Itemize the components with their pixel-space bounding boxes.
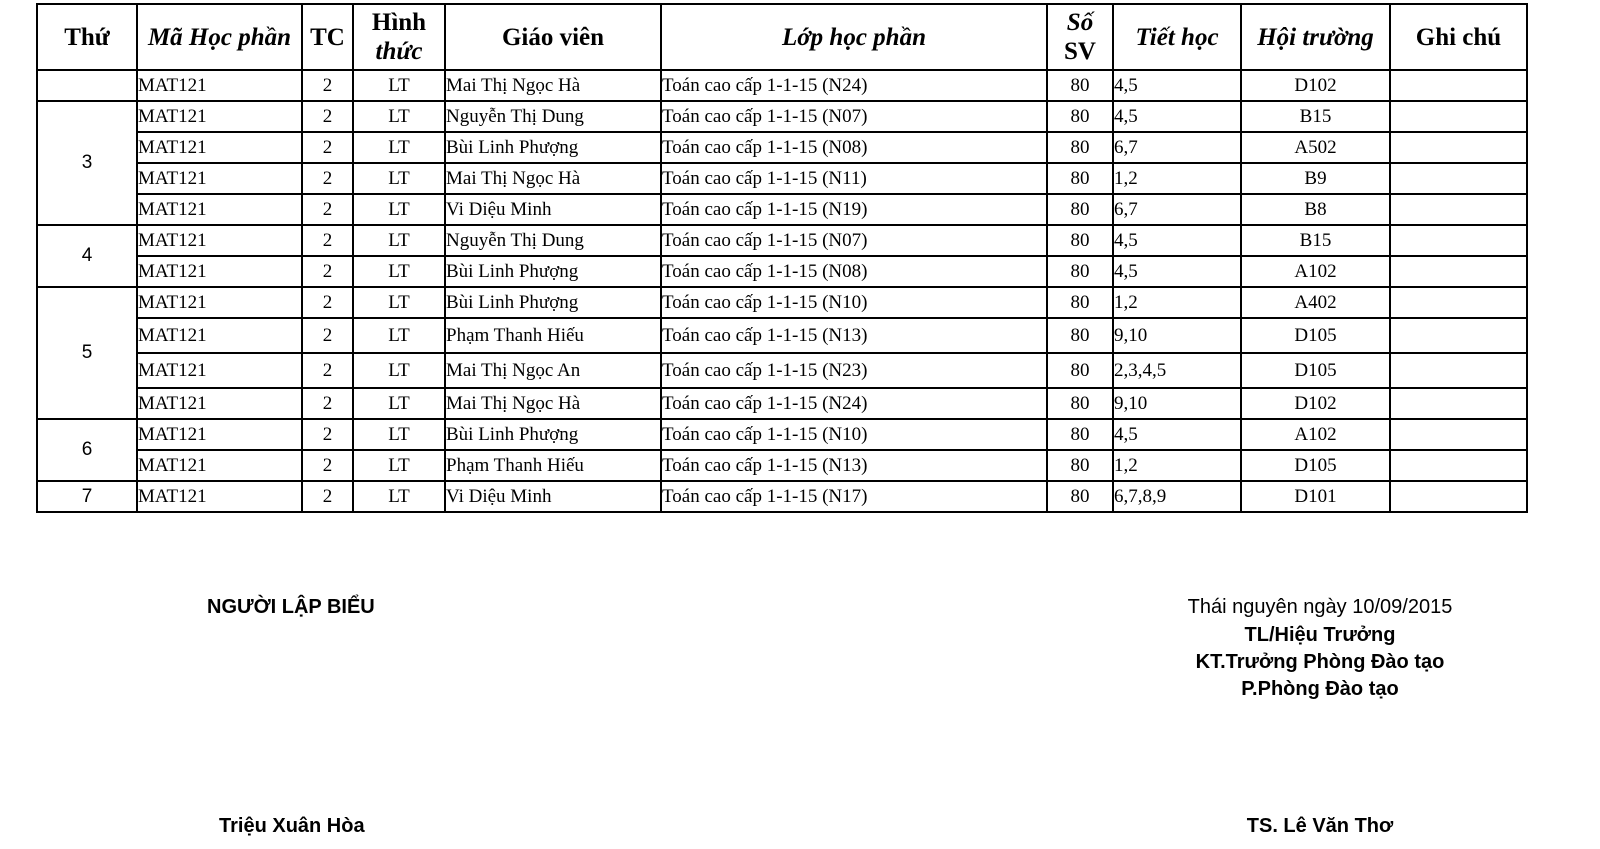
format-cell: LT [353,353,445,388]
header-giao-vien: Giáo viên [445,4,661,70]
table-row [37,70,1527,101]
student-count-cell: 80 [1047,353,1113,388]
class-cell: Toán cao cấp 1-1-15 (N08) [661,256,1047,287]
day-cell [37,70,137,101]
note-cell [1390,419,1527,450]
periods-cell: 4,5 [1113,101,1241,132]
header-so-sv-line2: SV [1064,38,1096,65]
periods-cell: 9,10 [1113,388,1241,419]
table-row [37,163,1527,194]
header-lop-hoc-phan: Lớp học phần [661,4,1047,70]
note-cell [1390,388,1527,419]
format-cell: LT [353,163,445,194]
periods-cell: 6,7 [1113,132,1241,163]
course-code-cell: MAT121 [137,318,302,353]
preparer-title: NGƯỜI LẬP BIỂU [207,596,375,618]
table-row [37,132,1527,163]
credits-cell: 2 [302,132,353,163]
course-code-cell: MAT121 [137,70,302,101]
teacher-cell: Nguyễn Thị Dung [445,101,661,132]
header-ghi-chu: Ghi chú [1390,4,1527,70]
room-cell: D105 [1241,450,1390,481]
note-cell [1390,318,1527,353]
student-count-cell: 80 [1047,225,1113,256]
format-cell: LT [353,132,445,163]
course-code-cell: MAT121 [137,388,302,419]
student-count-cell: 80 [1047,419,1113,450]
teacher-cell: Phạm Thanh Hiếu [445,450,661,481]
teacher-cell: Mai Thị Ngọc Hà [445,70,661,101]
student-count-cell: 80 [1047,132,1113,163]
table-row [37,287,1527,318]
teacher-cell: Bùi Linh Phượng [445,132,661,163]
header-so-sv [1047,4,1113,70]
header-hinh-thuc-line2: thức [375,38,423,65]
class-cell: Toán cao cấp 1-1-15 (N13) [661,318,1047,353]
periods-cell: 6,7 [1113,194,1241,225]
format-cell: LT [353,225,445,256]
credits-cell: 2 [302,419,353,450]
header-so-sv-line1: Số [1066,9,1094,36]
note-cell [1390,450,1527,481]
teacher-cell: Bùi Linh Phượng [445,419,661,450]
periods-cell: 6,7,8,9 [1113,481,1241,512]
periods-cell: 4,5 [1113,225,1241,256]
table-row [37,353,1527,388]
header-thu: Thứ [37,4,137,70]
header-hinh-thuc-line1: Hình [371,9,427,36]
course-code-cell: MAT121 [137,132,302,163]
teacher-cell: Mai Thị Ngọc Hà [445,388,661,419]
credits-cell: 2 [302,256,353,287]
student-count-cell: 80 [1047,163,1113,194]
room-cell: B9 [1241,163,1390,194]
note-cell [1390,101,1527,132]
student-count-cell: 80 [1047,481,1113,512]
header-hinh-thuc [353,4,445,70]
table-row [37,481,1527,512]
course-code-cell: MAT121 [137,287,302,318]
class-cell: Toán cao cấp 1-1-15 (N07) [661,225,1047,256]
periods-cell: 1,2 [1113,450,1241,481]
periods-cell: 4,5 [1113,419,1241,450]
header-hoi-truong: Hội trường [1241,4,1390,70]
class-cell: Toán cao cấp 1-1-15 (N10) [661,287,1047,318]
credits-cell: 2 [302,70,353,101]
note-cell [1390,163,1527,194]
credits-cell: 2 [302,481,353,512]
format-cell: LT [353,450,445,481]
teacher-cell: Vi Diệu Minh [445,481,661,512]
student-count-cell: 80 [1047,318,1113,353]
teacher-cell: Nguyễn Thị Dung [445,225,661,256]
room-cell: D105 [1241,353,1390,388]
credits-cell: 2 [302,194,353,225]
note-cell [1390,225,1527,256]
credits-cell: 2 [302,225,353,256]
day-cell: 7 [37,481,137,512]
schedule-table [36,3,1528,513]
course-code-cell: MAT121 [137,101,302,132]
class-cell: Toán cao cấp 1-1-15 (N17) [661,481,1047,512]
credits-cell: 2 [302,388,353,419]
day-cell: 6 [37,419,137,481]
format-cell: LT [353,388,445,419]
note-cell [1390,132,1527,163]
student-count-cell: 80 [1047,101,1113,132]
day-cell: 3 [37,101,137,225]
class-cell: Toán cao cấp 1-1-15 (N10) [661,419,1047,450]
table-row [37,388,1527,419]
room-cell: A502 [1241,132,1390,163]
student-count-cell: 80 [1047,287,1113,318]
date-line: Thái nguyên ngày 10/09/2015 [1187,596,1453,618]
room-cell: A402 [1241,287,1390,318]
signer-role-1: TL/Hiệu Trưởng [1244,624,1396,646]
room-cell: D102 [1241,388,1390,419]
note-cell [1390,481,1527,512]
approver-name: TS. Lê Văn Thơ [1246,815,1394,837]
table-row [37,225,1527,256]
credits-cell: 2 [302,450,353,481]
course-code-cell: MAT121 [137,256,302,287]
table-row [37,101,1527,132]
header-ma-hoc-phan: Mã Học phần [137,4,302,70]
signer-role-2: KT.Trưởng Phòng Đào tạo [1195,651,1445,673]
day-cell: 4 [37,225,137,287]
table-row [37,318,1527,353]
periods-cell: 1,2 [1113,287,1241,318]
format-cell: LT [353,419,445,450]
periods-cell: 4,5 [1113,256,1241,287]
note-cell [1390,194,1527,225]
format-cell: LT [353,70,445,101]
room-cell: A102 [1241,419,1390,450]
format-cell: LT [353,287,445,318]
day-cell: 5 [37,287,137,419]
header-tiet-hoc: Tiết học [1113,4,1241,70]
course-code-cell: MAT121 [137,419,302,450]
periods-cell: 9,10 [1113,318,1241,353]
note-cell [1390,353,1527,388]
credits-cell: 2 [302,318,353,353]
student-count-cell: 80 [1047,450,1113,481]
class-cell: Toán cao cấp 1-1-15 (N19) [661,194,1047,225]
note-cell [1390,70,1527,101]
class-cell: Toán cao cấp 1-1-15 (N23) [661,353,1047,388]
periods-cell: 2,3,4,5 [1113,353,1241,388]
teacher-cell: Mai Thị Ngọc Hà [445,163,661,194]
room-cell: B15 [1241,101,1390,132]
room-cell: B8 [1241,194,1390,225]
teacher-cell: Vi Diệu Minh [445,194,661,225]
format-cell: LT [353,256,445,287]
preparer-name: Triệu Xuân Hòa [219,815,365,837]
course-code-cell: MAT121 [137,450,302,481]
format-cell: LT [353,101,445,132]
student-count-cell: 80 [1047,388,1113,419]
credits-cell: 2 [302,287,353,318]
periods-cell: 1,2 [1113,163,1241,194]
format-cell: LT [353,194,445,225]
header-tc: TC [302,4,353,70]
teacher-cell: Bùi Linh Phượng [445,256,661,287]
format-cell: LT [353,318,445,353]
signer-role-3: P.Phòng Đào tạo [1241,678,1399,700]
class-cell: Toán cao cấp 1-1-15 (N24) [661,70,1047,101]
note-cell [1390,287,1527,318]
credits-cell: 2 [302,101,353,132]
table-row [37,450,1527,481]
course-code-cell: MAT121 [137,481,302,512]
credits-cell: 2 [302,163,353,194]
credits-cell: 2 [302,353,353,388]
format-cell: LT [353,481,445,512]
course-code-cell: MAT121 [137,225,302,256]
student-count-cell: 80 [1047,70,1113,101]
periods-cell: 4,5 [1113,70,1241,101]
room-cell: D101 [1241,481,1390,512]
teacher-cell: Mai Thị Ngọc An [445,353,661,388]
class-cell: Toán cao cấp 1-1-15 (N13) [661,450,1047,481]
table-row [37,194,1527,225]
class-cell: Toán cao cấp 1-1-15 (N24) [661,388,1047,419]
student-count-cell: 80 [1047,194,1113,225]
room-cell: D102 [1241,70,1390,101]
class-cell: Toán cao cấp 1-1-15 (N08) [661,132,1047,163]
table-row [37,256,1527,287]
course-code-cell: MAT121 [137,163,302,194]
header-row [37,4,1527,70]
room-cell: A102 [1241,256,1390,287]
teacher-cell: Bùi Linh Phượng [445,287,661,318]
course-code-cell: MAT121 [137,194,302,225]
student-count-cell: 80 [1047,256,1113,287]
course-code-cell: MAT121 [137,353,302,388]
class-cell: Toán cao cấp 1-1-15 (N07) [661,101,1047,132]
room-cell: B15 [1241,225,1390,256]
room-cell: D105 [1241,318,1390,353]
note-cell [1390,256,1527,287]
class-cell: Toán cao cấp 1-1-15 (N11) [661,163,1047,194]
teacher-cell: Phạm Thanh Hiếu [445,318,661,353]
table-row [37,419,1527,450]
